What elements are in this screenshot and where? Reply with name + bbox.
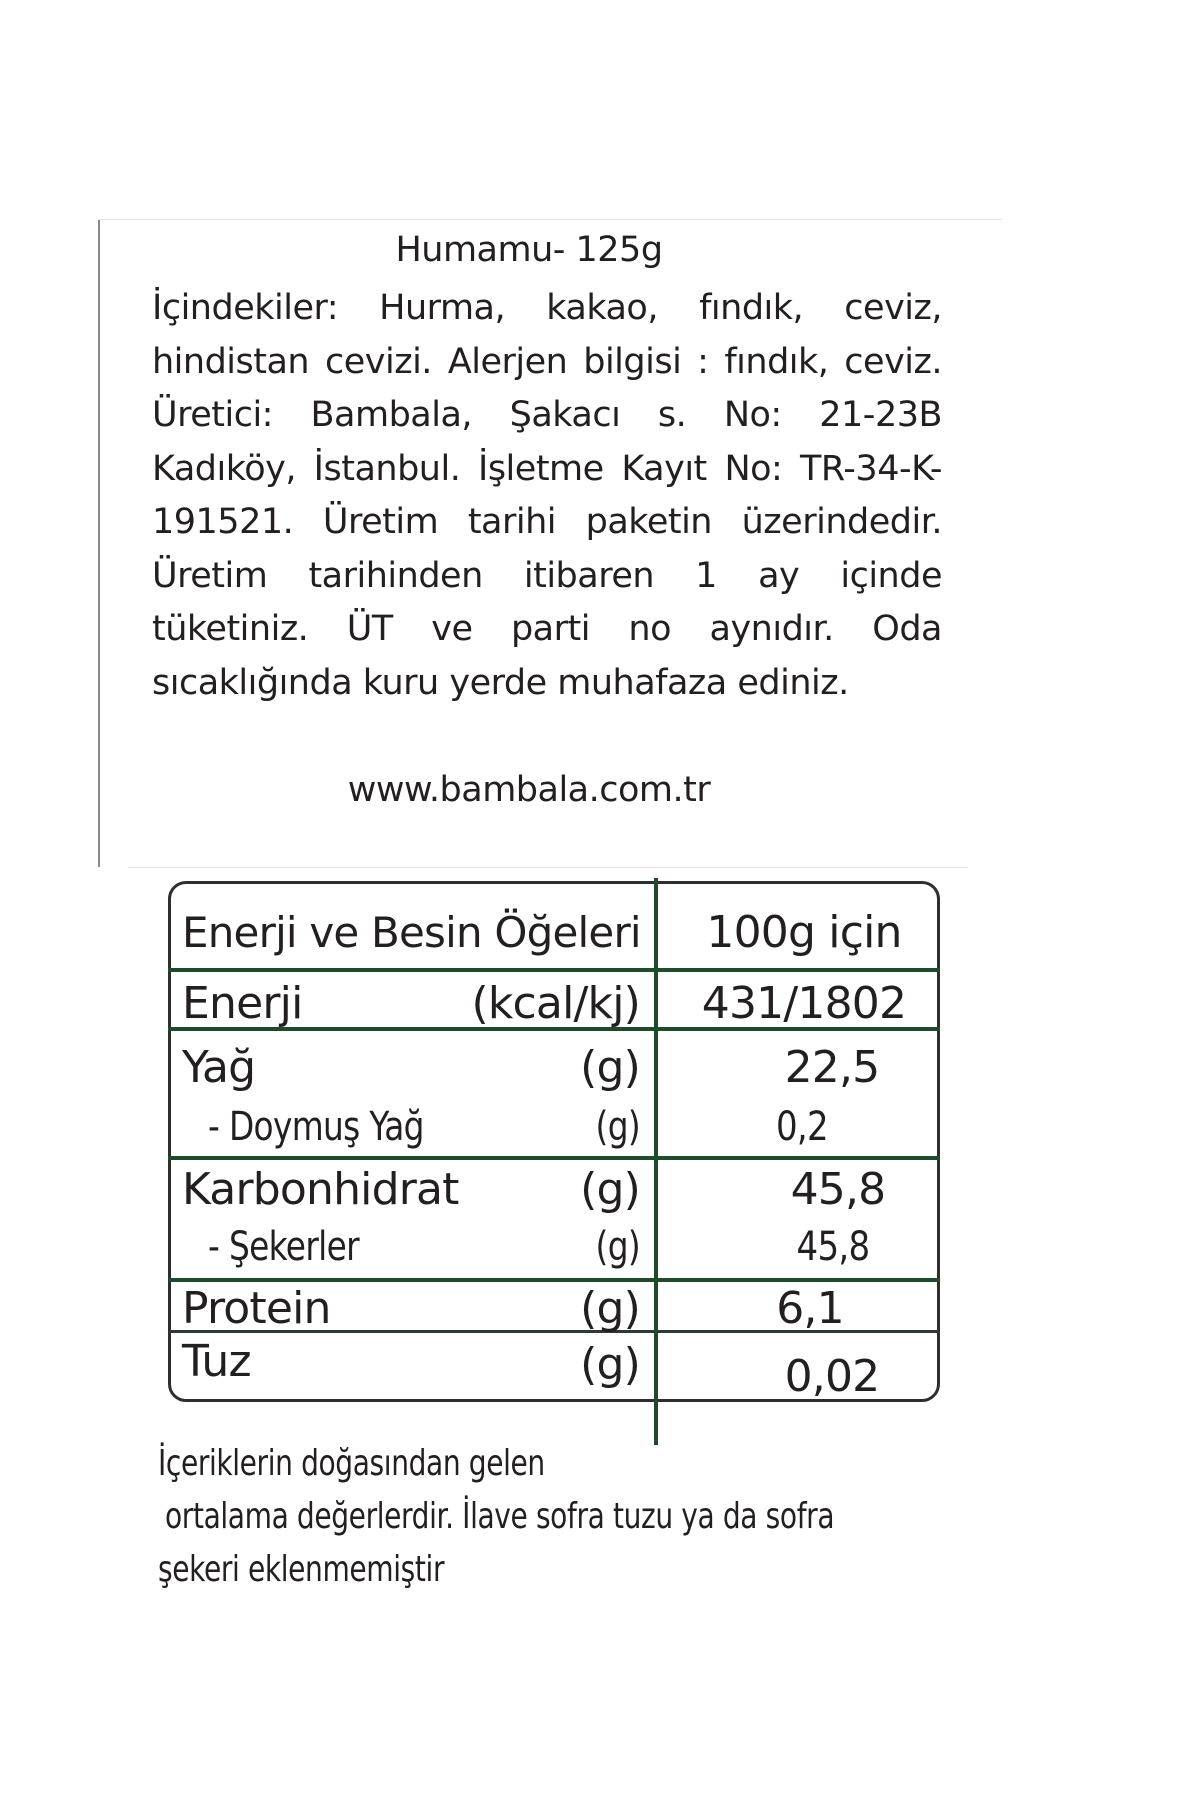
carb-separator: [168, 1278, 940, 1282]
row-salt-unit: (g): [580, 1339, 640, 1390]
row-carbohydrate-name: Karbonhidrat: [182, 1164, 459, 1215]
fat-separator: [168, 1156, 940, 1160]
table-header-label: Enerji ve Besin Öğeleri: [182, 908, 641, 957]
product-title: Humamu- 125g: [395, 230, 663, 270]
footnote-line-2: ortalama değerlerdir. İlave sofra tuzu ya da sofra: [165, 1496, 835, 1537]
row-sugars-unit: (g): [595, 1224, 640, 1270]
row-protein-name: Protein: [182, 1283, 331, 1334]
table-header-per: 100g için: [706, 907, 902, 958]
column-divider: [654, 878, 658, 1445]
top-border-line: [98, 219, 1002, 220]
row-protein-value: 6,1: [776, 1283, 844, 1334]
website-url: www.bambala.com.tr: [347, 770, 711, 810]
row-sugars-name: - Şekerler: [208, 1224, 359, 1270]
footnote-line-1: İçeriklerin doğasından gelen: [158, 1443, 545, 1484]
ingredients-paragraph: İçindekiler: Hurma, kakao, fındık, ceviz, hindistan cevizi. Alerjen bilgisi : fındık, ceviz. Üretici: Bambala, Şakacı s. No: 21-23B Kadıköy, İstanbul. İşletme Kayıt No: TR-34-K-191521. Üretim tarihi paketin üzerindedir. Üretim tarihinden itibaren 1 ay içinde tüketiniz. ÜT ve parti no aynıdır. Oda sıcaklığında kuru yerde muhafaza ediniz.: [152, 288, 942, 703]
footnote-line-3: şekeri eklenmemiştir: [158, 1549, 445, 1590]
row-fat-unit: (g): [580, 1042, 640, 1093]
bottom-border-line: [128, 867, 968, 868]
row-energy-name: Enerji: [182, 978, 303, 1029]
row-energy-value: 431/1802: [701, 978, 907, 1029]
row-carbohydrate-value: 45,8: [790, 1164, 886, 1215]
row-fat-name: Yağ: [182, 1042, 256, 1093]
row-saturated-fat-unit: (g): [595, 1104, 640, 1150]
row-saturated-fat-name: - Doymuş Yağ: [208, 1104, 424, 1150]
row-protein-unit: (g): [580, 1283, 640, 1334]
row-sugars-value: 45,8: [796, 1224, 870, 1270]
row-saturated-fat-value: 0,2: [775, 1104, 829, 1150]
label-text-panel: [98, 219, 1002, 867]
row-salt-name: Tuz: [182, 1336, 251, 1387]
row-fat-value: 22,5: [784, 1042, 880, 1093]
row-salt-value: 0,02: [784, 1351, 880, 1402]
row-energy-unit: (kcal/kj): [471, 978, 640, 1029]
row-carbohydrate-unit: (g): [580, 1164, 640, 1215]
header-separator: [168, 968, 940, 972]
